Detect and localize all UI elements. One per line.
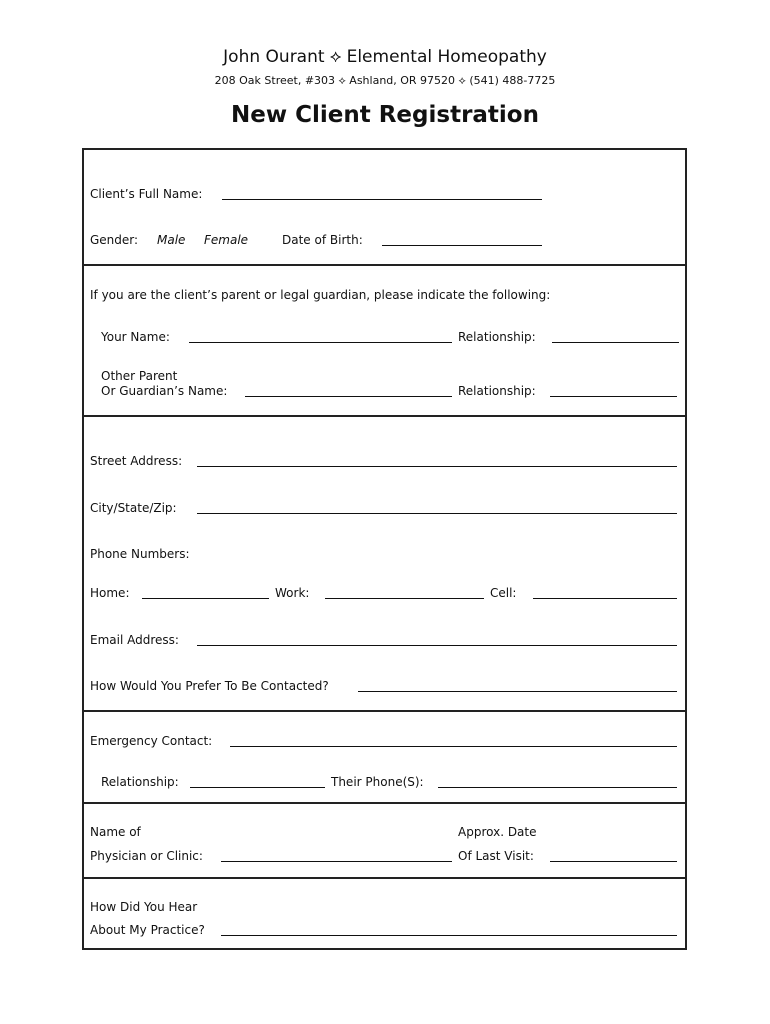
email-label: Email Address:	[90, 633, 179, 647]
emergency-contact-label: Emergency Contact:	[90, 734, 213, 748]
emergency-relationship-field[interactable]	[190, 787, 325, 788]
city-state-zip-label: City/State/Zip:	[90, 501, 177, 515]
dob-label: Date of Birth:	[282, 233, 363, 247]
gender-label: Gender:	[90, 233, 139, 247]
city-state-zip-field[interactable]	[197, 513, 677, 514]
preferred-contact-label: How Would You Prefer To Be Contacted?	[90, 679, 329, 693]
street-address-field[interactable]	[197, 466, 677, 467]
section-divider	[82, 877, 687, 879]
section-divider	[82, 415, 687, 417]
street-address-label: Street Address:	[90, 454, 183, 468]
full-name-field[interactable]	[222, 199, 542, 200]
referral-label-line2: About My Practice?	[90, 923, 205, 937]
home-phone-field[interactable]	[142, 598, 269, 599]
referral-label: How Did You Hear	[90, 900, 198, 914]
practice-address: 208 Oak Street, #303 ⟡ Ashland, OR 97520 ⟡ (541) 488-7725	[214, 74, 556, 87]
section-divider	[82, 710, 687, 712]
other-parent-name-field[interactable]	[245, 396, 452, 397]
last-visit-field[interactable]	[550, 861, 677, 862]
relationship-label-2: Relationship:	[458, 384, 536, 398]
physician-field[interactable]	[221, 861, 452, 862]
dob-field[interactable]	[382, 245, 542, 246]
guardian-intro: If you are the client’s parent or legal guardian, please indicate the following:	[90, 288, 551, 302]
home-phone-label: Home:	[90, 586, 130, 600]
other-parent-label: Other Parent	[101, 369, 178, 383]
relationship-label: Relationship:	[458, 330, 536, 344]
practitioner-name: John Ourant ⟡ Elemental Homeopathy	[223, 47, 547, 67]
last-visit-label: Approx. Date	[458, 825, 537, 839]
cell-phone-label: Cell:	[490, 586, 517, 600]
phone-numbers-label: Phone Numbers:	[90, 547, 190, 561]
full-name-label: Client’s Full Name:	[90, 187, 203, 201]
gender-female-option[interactable]: Female	[204, 233, 249, 247]
page-title: New Client Registration	[231, 102, 539, 128]
relationship-field-2[interactable]	[550, 396, 677, 397]
referral-field[interactable]	[221, 935, 677, 936]
cell-phone-field[interactable]	[533, 598, 677, 599]
your-name-field[interactable]	[189, 342, 452, 343]
emergency-phone-field[interactable]	[438, 787, 677, 788]
work-phone-label: Work:	[275, 586, 310, 600]
physician-label-line2: Physician or Clinic:	[90, 849, 203, 863]
section-divider	[82, 264, 687, 266]
section-divider	[82, 802, 687, 804]
work-phone-field[interactable]	[325, 598, 484, 599]
emergency-relationship-label: Relationship:	[101, 775, 179, 789]
emergency-contact-field[interactable]	[230, 746, 677, 747]
email-field[interactable]	[197, 645, 677, 646]
preferred-contact-field[interactable]	[358, 691, 677, 692]
gender-male-option[interactable]: Male	[157, 233, 186, 247]
last-visit-label-line2: Of Last Visit:	[458, 849, 534, 863]
your-name-label: Your Name:	[101, 330, 170, 344]
other-parent-label-line2: Or Guardian’s Name:	[101, 384, 228, 398]
emergency-phone-label: Their Phone(S):	[331, 775, 424, 789]
relationship-field[interactable]	[552, 342, 679, 343]
physician-label: Name of	[90, 825, 141, 839]
